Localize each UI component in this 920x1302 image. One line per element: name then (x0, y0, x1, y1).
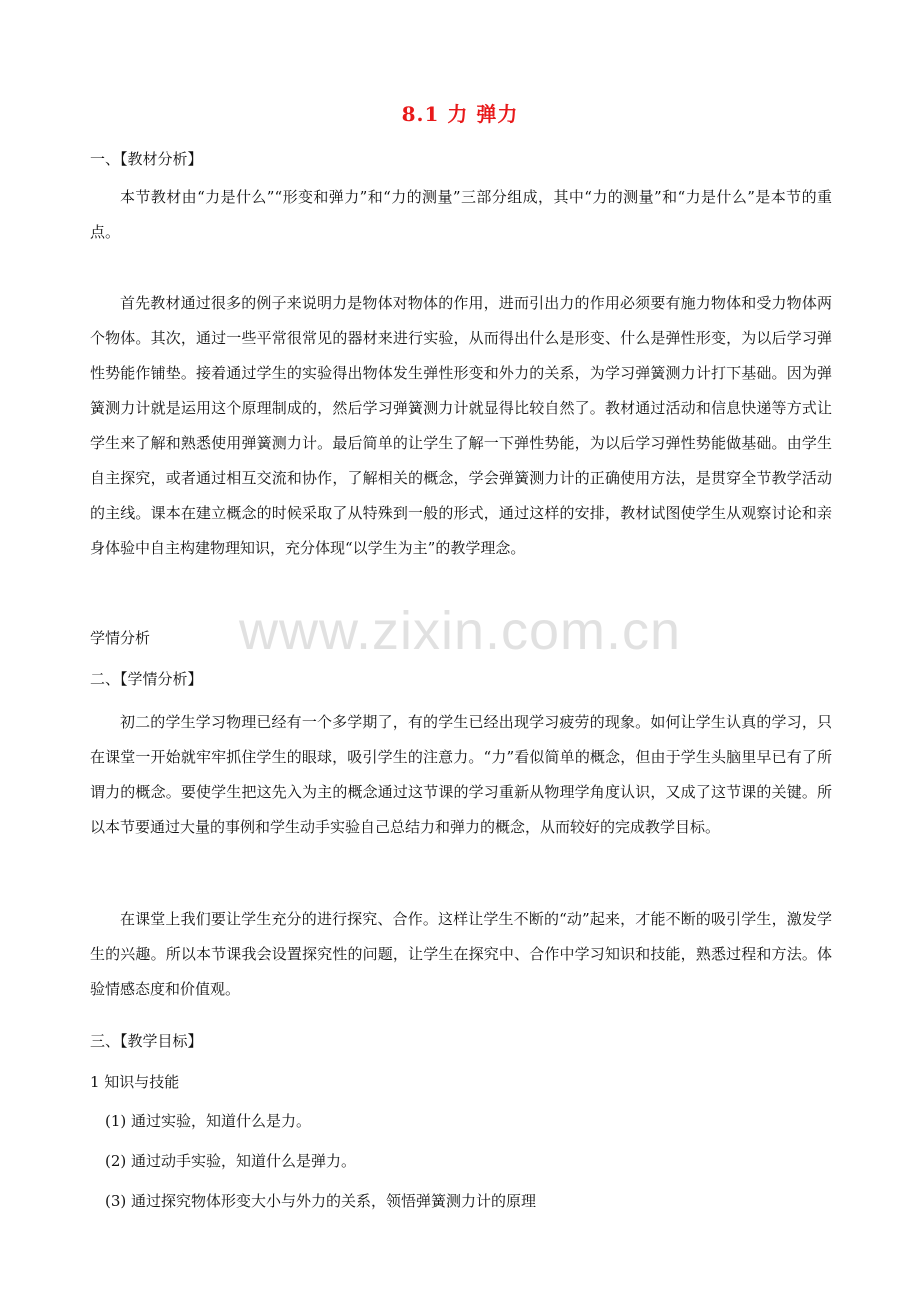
goal-item: (3) 通过探究物体形变大小与外力的关系，领悟弹簧测力计的原理 (105, 1192, 537, 1210)
goal-item: (1) 通过实验，知道什么是力。 (105, 1112, 312, 1130)
paragraph-student-situation: 初二的学生学习物理已经有一个多学期了，有的学生已经出现学习疲劳的现象。如何让学生认真的学习，只在课堂一开始就牢牢抓住学生的眼球，吸引学生的注意力。“力”看似简单的概念，但由于学生头脑里早已有了所谓力的概念。要使学生把这先入为主的概念通过这节课的学习重新从物理学角度认识，又成了这节课的关键。所以本节要通过大量的事例和学生动手实验自己总结力和弹力的概念，从而较好的完成教学目标。 (90, 713, 832, 836)
section-heading-teaching-goals: 三、【教学目标】 (90, 1032, 203, 1050)
section-heading-textbook-analysis: 一、【教材分析】 (90, 150, 203, 168)
paragraph-textbook-overview: 本节教材由“力是什么”“形变和弹力”和“力的测量”三部分组成，其中“力的测量”和“力是什么”是本节的重点。 (90, 188, 832, 241)
subheading-knowledge-skills: 1 知识与技能 (90, 1073, 180, 1091)
watermark: www.zixin.com.cn (238, 601, 682, 661)
document-title: 8.1 力 弹力 (401, 102, 519, 126)
goal-item: (2) 通过动手实验，知道什么是弹力。 (105, 1152, 357, 1170)
paragraph-textbook-detail: 首先教材通过很多的例子来说明力是物体对物体的作用，进而引出力的作用必须要有施力物体和受力物体两个物体。其次，通过一些平常很常见的器材来进行实验，从而得出什么是形变、什么是弹性形变，为以后学习弹性势能作铺垫。接着通过学生的实验得出物体发生弹性形变和外力的关系，为学习弹簧测力计打下基础。因为弹簧测力计就是运用这个原理制成的，然后学习弹簧测力计就显得比较自然了。教材通过活动和信息快递等方式让学生来了解和熟悉使用弹簧测力计。最后简单的让学生了解一下弹性势能，为以后学习弹性势能做基础。由学生自主探究，或者通过相互交流和协作，了解相关的概念，学会弹簧测力计的正确使用方法，是贯穿全节教学活动的主线。课本在建立概念的时候采取了从特殊到一般的形式，通过这样的安排，教材试图使学生从观察讨论和亲身体验中自主构建物理知识，充分体现“以学生为主”的教学理念。 (90, 294, 832, 557)
paragraph-classroom-approach: 在课堂上我们要让学生充分的进行探究、合作。这样让学生不断的“动”起来，才能不断的吸引学生，激发学生的兴趣。所以本节课我会设置探究性的问题，让学生在探究中、合作中学习知识和技能，熟悉过程和方法。体验情感态度和价值观。 (90, 910, 832, 998)
section-heading-student-analysis: 二、【学情分析】 (90, 670, 203, 688)
label-student-analysis: 学情分析 (90, 629, 151, 647)
